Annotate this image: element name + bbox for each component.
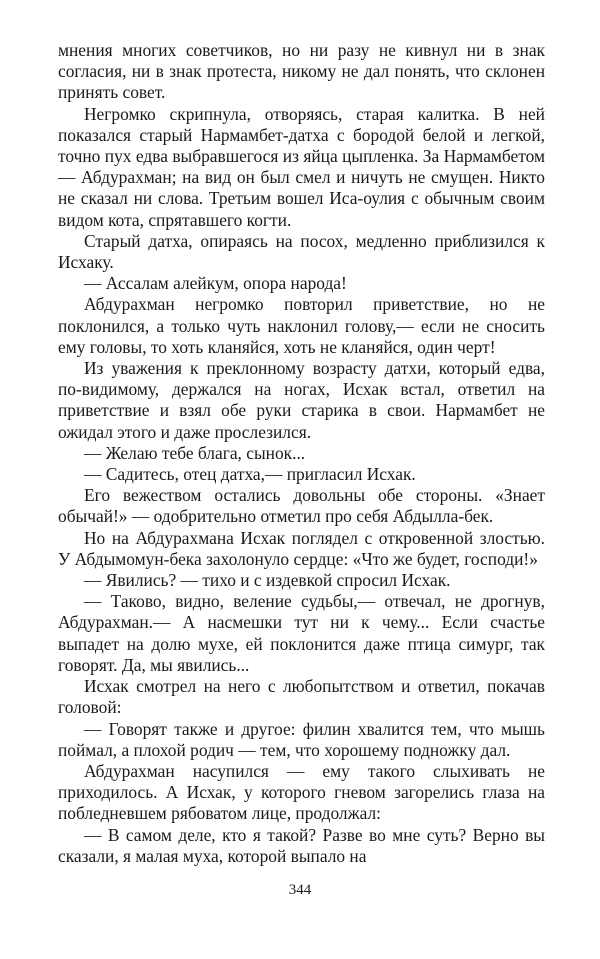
paragraph-15: Абдурахман насупился — ему такого слыхивать не приходилось. А Исхак, у которого гневом загорелись глаза на побледневшем рябоватом лице, продолжал: — [58, 760, 545, 824]
paragraph-5: Абдурахман негромко повторил приветствие, но не поклонился, а только чуть наклонил голову,— если не сносить ему головы, то хоть кланяйся, хоть не кланяйся, один черт! — [58, 294, 545, 357]
paragraph-4: — Ассалам алейкум, опора народа! — [84, 273, 347, 294]
paragraph-12: — Таково, видно, веление судьбы,— отвечал, не дрогнув, Абдурахман.— А насмешки тут ни к чему... Если счастье выпадет на долю мухе, ей поклонится даже птица симург, так говорят. Да, мы явились... — [58, 591, 545, 675]
paragraph-10: Но на Абдурахмана Исхак поглядел с откровенной злостью. У Абдымомун-бека захолонуло сердце: «Что же будет, господи!» — [58, 527, 545, 569]
page-text — [58, 40, 545, 900]
paragraph-16: — В самом деле, кто я такой? Разве во мне суть? Верно вы сказали, я малая муха, которой выпало на — [58, 824, 545, 866]
paragraph-13: Исхак смотрел на него с любопытством и ответил, покачав головой: — [58, 676, 545, 718]
paragraph-9: Его вежеством остались довольны обе стороны. «Знает обычай!» — одобрительно отметил про себя Абдылла-бек. — [58, 485, 545, 527]
paragraph-3: Старый датха, опираясь на посох, медленно приблизился к Исхаку. — [58, 230, 545, 273]
paragraph-8: — Садитесь, отец датха,— пригласил Исхак. — [84, 464, 416, 485]
page-number: 344 — [288, 882, 312, 898]
paragraph-7: — Желаю тебе блага, сынок... — [84, 442, 306, 463]
paragraph-1: мнения многих советчиков, но ни разу не кивнул ни в знак согласия, ни в знак протеста, никому не дал понять, что склонен принять совет. — [58, 40, 545, 103]
paragraph-11: — Явились? — тихо и с издевкой спросил Исхак. — [84, 570, 451, 591]
paragraph-6: Из уважения к преклонному возрасту датхи, который едва, по-видимому, держался на ногах, Исхак встал, ответил на приветствие и взял обе руки старика в свои. Нармамбет не ожидал этого и даже прослезился. — [58, 358, 545, 442]
paragraph-14: — Говорят также и другое: филин хвалится тем, что мышь поймал, а плохой родич — тем, что хорошему подножку дал. — [58, 718, 545, 760]
paragraph-2: Негромко скрипнула, отворяясь, старая калитка. В ней показался старый Нармамбет-датха с бородой белой и легкой, точно пух едва выбравшегося из яйца цыпленка. За Нармамбетом — Абдурахман; на вид он был смел и ничуть не смущен. Никто не сказал ни слова. Третьим вошел Иса-оулия с обычным своим видом кота, спрятавшего когти. — [58, 103, 545, 230]
